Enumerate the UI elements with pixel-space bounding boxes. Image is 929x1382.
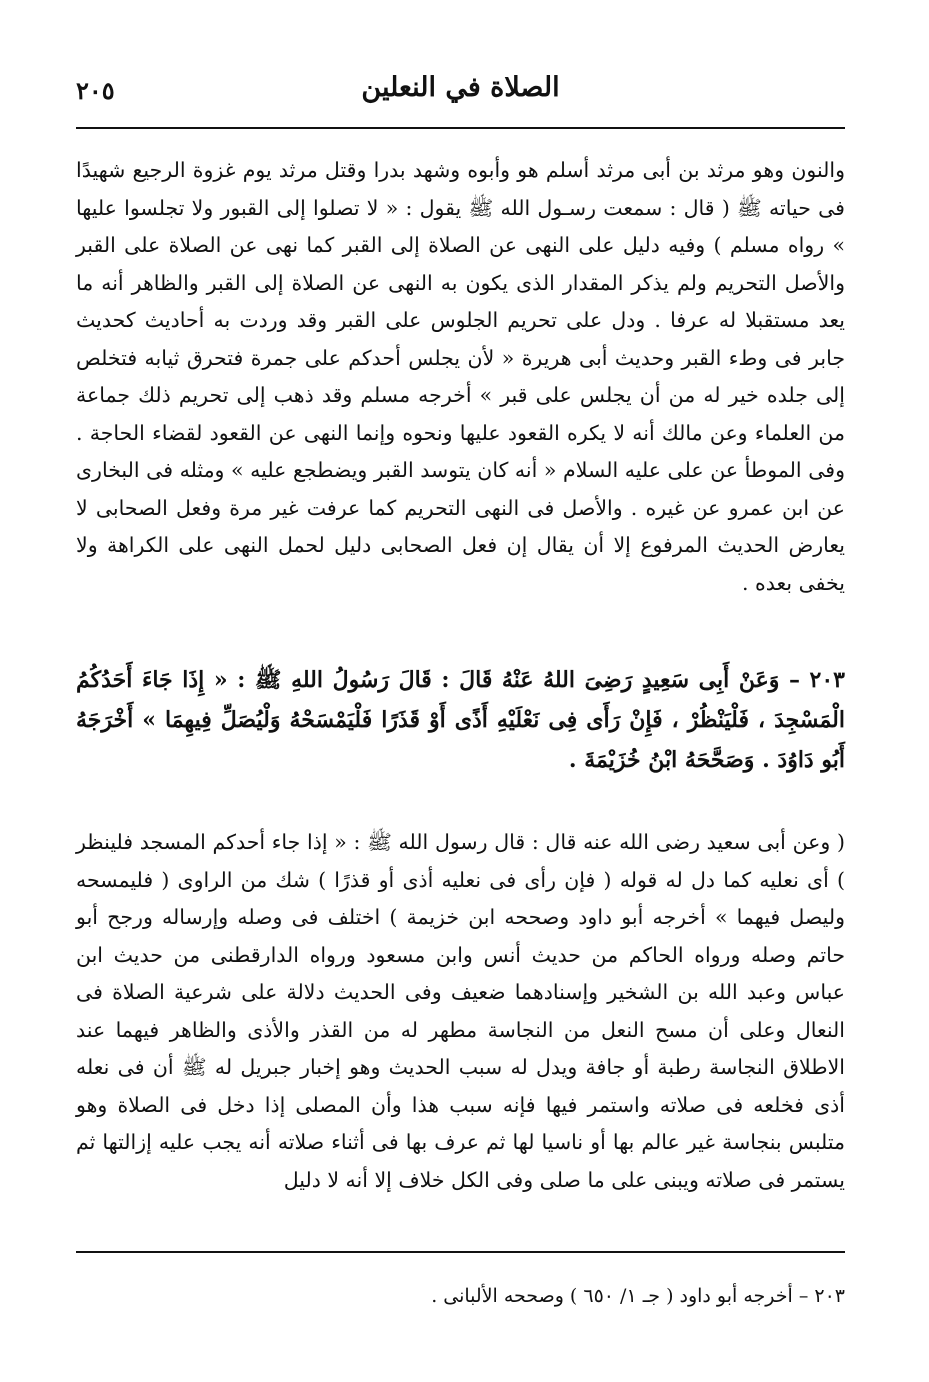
running-title: الصلاة في النعلين xyxy=(361,72,560,103)
footnote: ٢٠٣ – أخرجه أبو داود ( جـ ١/ ٦٥٠ ) وصححه الألبانى . xyxy=(431,1285,845,1307)
commentary-paragraph-1 xyxy=(76,152,845,602)
commentary-paragraph-2 xyxy=(76,824,845,1199)
header-rule xyxy=(76,127,845,129)
hadith-text: ٢٠٣ – وَعَنْ أَبِى سَعِيدٍ رَضِىَ اللهُ عَنْهُ قَالَ : قَالَ رَسُولُ اللهِ ﷺ : « إِذَا جَاءَ أَحَدُكُمُ الْمَسْجِدَ ، فَلْيَنْظُرْ ، فَإِنْ رَأَى فِى نَعْلَيْهِ أَذًى أَوْ قَذَرًا فَلْيَمْسَحْهُ وَلْيُصَلِّ فِيهِمَا » أَخْرَجَهُ أَبُو دَاوُدَ . وَصَحَّحَهُ ابْنُ خُزَيْمَةَ . xyxy=(76,667,845,773)
page-number: ٢٠٥ xyxy=(76,76,115,105)
hadith-block xyxy=(76,660,845,780)
commentary-text: ( وعن أبى سعيد رضى الله عنه قال : قال رسول الله ﷺ : « إذا جاء أحدكم المسجد فلينظر ) أى نعليه كما دل له قوله ( فإن رأى فى نعليه أذى أو قذرًا ) شك من الراوى ( فليمسحه وليصل فيهما » أخرجه أبو داود وصححه ابن خزيمة ) اختلف فى وصله وإرساله ورجح أبو حاتم وصله ورواه الحاكم من حديث أنس وابن مسعود ورواه الدارقطنى من حديث ابن عباس وعبد الله بن الشخير وإسنادهما ضعيف وفى الحديث دلالة على شرعية الصلاة فى النعال وعلى أن مسح النعل من النجاسة مطهر له من القذر والأذى والظاهر فيهما عند الاطلاق النجاسة رطبة أو جافة ويدل له سبب الحديث وهو إخبار جبريل له ﷺ أن فى نعله أذى فخلعه فى صلاته واستمر فيها فإنه سبب هذا وأن المصلى إذا دخل فى الصلاة وهو متلبس بنجاسة غير عالم بها أو ناسيا لها ثم عرف بها فى أثناء صلاته أنه يجب عليه إزالتها ثم يستمر فى صلاته ويبنى على ما صلى وفى الكل خلاف إلا أنه لا دليل xyxy=(76,830,845,1192)
commentary-text: والنون وهو مرثد بن أبى مرثد أسلم هو وأبوه وشهد بدرا وقتل مرثد يوم غزوة الرجيع شهيدًا فى حياته ﷺ ( قال : سمعت رسـول الله ﷺ يقول : « لا تصلوا إلى القبور ولا تجلسوا عليها » رواه مسلم ) وفيه دليل على النهى عن الصلاة إلى القبر كما نهى عن الصلاة على القبر والأصل التحريم ولم يذكر المقدار الذى يكون به النهى عن الصلاة إلى القبر والظاهر أنه ما يعد مستقبلا له عرفا . ودل على تحريم الجلوس على القبر وقد وردت به أحاديث كحديث جابر فى وطء القبر وحديث أبى هريرة « لأن يجلس أحدكم على جمرة فتحرق ثيابه فتخلص إلى جلده خير له من أن يجلس على قبر » أخرجه مسلم وقد ذهب إلى تحريم ذلك جماعة من العلماء وعن مالك أنه لا يكره القعود عليها ونحوه وإنما النهى عن القعود لقضاء الحاجة . وفى الموطأ عن على عليه السلام « أنه كان يتوسد القبر ويضطجع عليه » ومثله فى البخارى عن ابن عمرو عن غيره . والأصل فى النهى التحريم كما عرفت غير مرة وفعل الصحابى لا يعارض الحديث المرفوع إلا أن يقال إن فعل الصحابى دليل لحمل النهى على الكراهة ولا يخفى بعده . xyxy=(76,158,845,595)
footnote-rule xyxy=(76,1251,845,1253)
page-header xyxy=(76,70,845,114)
